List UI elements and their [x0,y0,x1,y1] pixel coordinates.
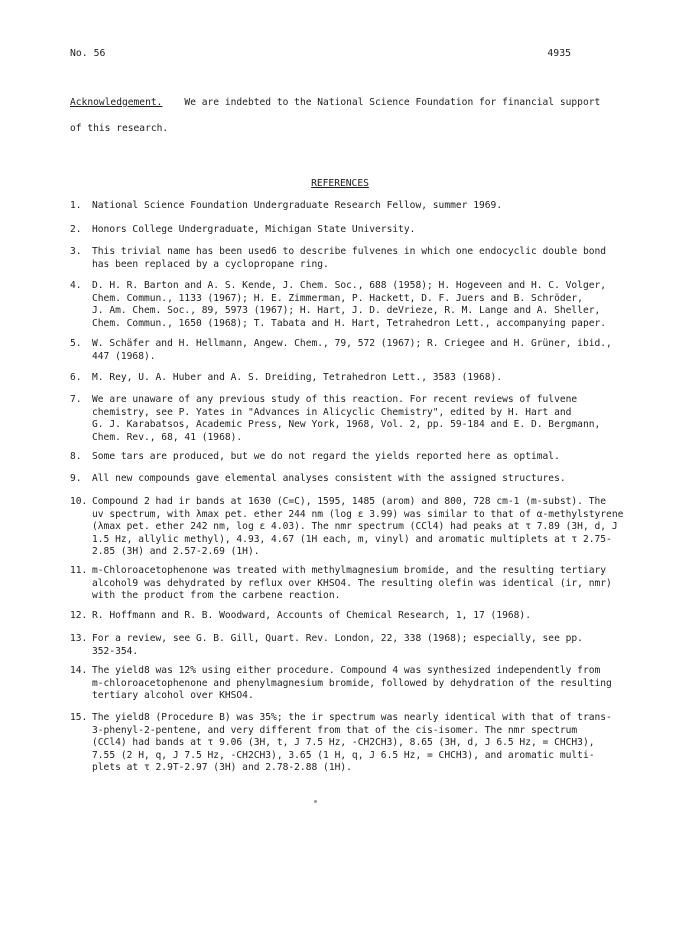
reference-line: uv spectrum, with λmax pet. ether 244 nm (log ε 3.99) was similar to that of α-methylstyrene [92,508,624,520]
reference-10 [70,496,624,559]
page-header-journal: No. 56 [70,48,106,59]
reference-line: D. H. R. Barton and A. S. Kende, J. Chem. Soc., 688 (1958); H. Hogeveen and H. C. Volger, [92,280,607,291]
reference-12 [70,610,615,623]
reference-line: 7.55 (2 H, q, J 7.5 Hz, -CH2CH3), 3.65 (1 H, q, J 6.5 Hz, = CHCH3), and aromatic multi- [92,749,595,761]
acknowledgement-line-2: of this research. [70,122,169,134]
reference-line: plets at τ 2.9T-2.97 (3H) and 2.78-2.88 (1H). [92,762,352,773]
reference-line: The yield8 was 12% using either procedure. Compound 4 was synthesized independently from [92,665,601,676]
reference-line: (λmax pet. ether 242 nm, log ε 4.03). The nmr spectrum (CCl4) had peaks at τ 7.89 (3H, d, J [92,521,618,532]
reference-line: chemistry, see P. Yates in "Advances in Alicyclic Chemistry", edited by H. Hart and [92,406,572,418]
reference-text [92,496,624,559]
stray-mark [314,800,317,803]
reference-text [92,394,615,444]
reference-line: The yield8 (Procedure B) was 35%; the ir spectrum was nearly identical with that of trans- [92,712,612,723]
acknowledgement-line-1: We are indebted to the National Science Foundation for financial support [184,97,601,108]
reference-14 [70,665,615,703]
reference-number: 3. [70,246,82,257]
reference-number: 8. [70,451,82,462]
reference-line: Honors College Undergraduate, Michigan State University. [92,224,416,235]
reference-line: m-chloroacetophenone and phenylmagnesium bromide, followed by dehydration of the resulting [92,677,612,689]
reference-line: Chem. Commun., 1133 (1967); H. E. Zimmerman, P. Hackett, D. F. Juers and B. Schröder, [92,292,583,304]
reference-text [92,451,615,464]
reference-line: tertiary alcohol over KHSO4. [92,690,254,701]
reference-line: Chem. Commun., 1650 (1968); T. Tabata and H. Hart, Tetrahedron Lett., accompanying paper. [92,317,607,329]
references-heading: REFERENCES [311,178,369,189]
reference-11 [70,565,615,603]
acknowledgement-title: Acknowledgement. [70,97,163,108]
reference-line: 352-354. [92,645,139,657]
reference-text [92,610,615,623]
reference-text [92,338,615,363]
reference-line: has been replaced by a cyclopropane ring. [92,258,329,270]
reference-text [92,280,615,330]
reference-line: All new compounds gave elemental analyses consistent with the assigned structures. [92,473,566,484]
reference-line: with the product from the carbene reaction. [92,590,341,601]
acknowledgement [70,97,610,135]
reference-line: W. Schäfer and H. Hellmann, Angew. Chem., 79, 572 (1967); R. Criegee and H. Grüner, ibid., [92,338,612,349]
reference-line: Chem. Rev., 68, 41 (1968). [92,431,243,443]
reference-text [92,565,615,603]
reference-13 [70,633,615,658]
reference-number: 1. [70,200,82,211]
reference-5 [70,338,615,363]
reference-text [92,224,615,237]
reference-3 [70,246,615,271]
reference-number: 14. [70,665,88,676]
reference-6 [70,372,615,385]
reference-number: 11. [70,565,88,576]
reference-line: 447 (1968). [92,350,156,362]
reference-line: National Science Foundation Undergraduate Research Fellow, summer 1969. [92,200,503,211]
reference-line: For a review, see G. B. Gill, Quart. Rev. London, 22, 338 (1968); especially, see pp. [92,633,583,644]
reference-15 [70,712,615,775]
reference-9 [70,473,615,486]
reference-number: 7. [70,394,82,405]
reference-2 [70,224,615,237]
reference-text [92,633,615,658]
reference-line: 1.5 Hz, allylic methyl), 4.93, 4.67 (1H each, m, vinyl) and aromatic multiplets at τ 2.75- [92,533,612,545]
reference-8 [70,451,615,464]
reference-text [92,473,615,486]
reference-7 [70,394,615,444]
reference-line: 3-phenyl-2-pentene, and very different from that of the cis-isomer. The nmr spectrum [92,724,578,736]
reference-text [92,712,615,775]
reference-line: Compound 2 had ir bands at 1630 (C=C), 1595, 1485 (arom) and 800, 728 cm-1 (m-subst). The [92,496,607,507]
reference-line: G. J. Karabatsos, Academic Press, New York, 1968, Vol. 2, pp. 59-184 and E. D. Bergmann, [92,419,601,430]
page-number: 4935 [547,48,571,59]
reference-line: This trivial name has been used6 to describe fulvenes in which one endocyclic double bond [92,246,607,257]
reference-number: 10. [70,496,88,507]
reference-line: (CCl4) had bands at τ 9.06 (3H, t, J 7.5 Hz, -CH2CH3), 8.65 (3H, d, J 6.5 Hz, = CHCH3), [92,737,595,748]
reference-number: 6. [70,372,82,383]
reference-number: 12. [70,610,88,621]
reference-line: m-Chloroacetophenone was treated with methylmagnesium bromide, and the resulting tertiary [92,565,607,576]
reference-text [92,246,615,271]
reference-line: J. Am. Chem. Soc., 89, 5973 (1967); H. Hart, J. D. deVrieze, R. M. Lange and A. Sheller, [92,305,601,316]
reference-line: Some tars are produced, but we do not regard the yields reported here as optimal. [92,451,560,462]
reference-number: 2. [70,224,82,235]
reference-text [92,665,615,703]
reference-4 [70,280,615,330]
reference-line: 2.85 (3H) and 2.57-2.69 (1H). [92,546,260,557]
reference-number: 15. [70,712,88,723]
reference-text [92,200,615,213]
reference-text [92,372,615,385]
reference-line: alcohol9 was dehydrated by reflux over KHSO4. The resulting olefin was identical (ir, nmr) [92,577,612,589]
reference-line: R. Hoffmann and R. B. Woodward, Accounts of Chemical Research, 1, 17 (1968). [92,610,531,621]
reference-number: 13. [70,633,88,644]
reference-number: 9. [70,473,82,484]
reference-1 [70,200,615,213]
reference-line: M. Rey, U. A. Huber and A. S. Dreiding, Tetrahedron Lett., 3583 (1968). [92,372,503,383]
reference-number: 4. [70,280,82,291]
reference-number: 5. [70,338,82,349]
reference-line: We are unaware of any previous study of this reaction. For recent reviews of fulvene [92,394,578,405]
